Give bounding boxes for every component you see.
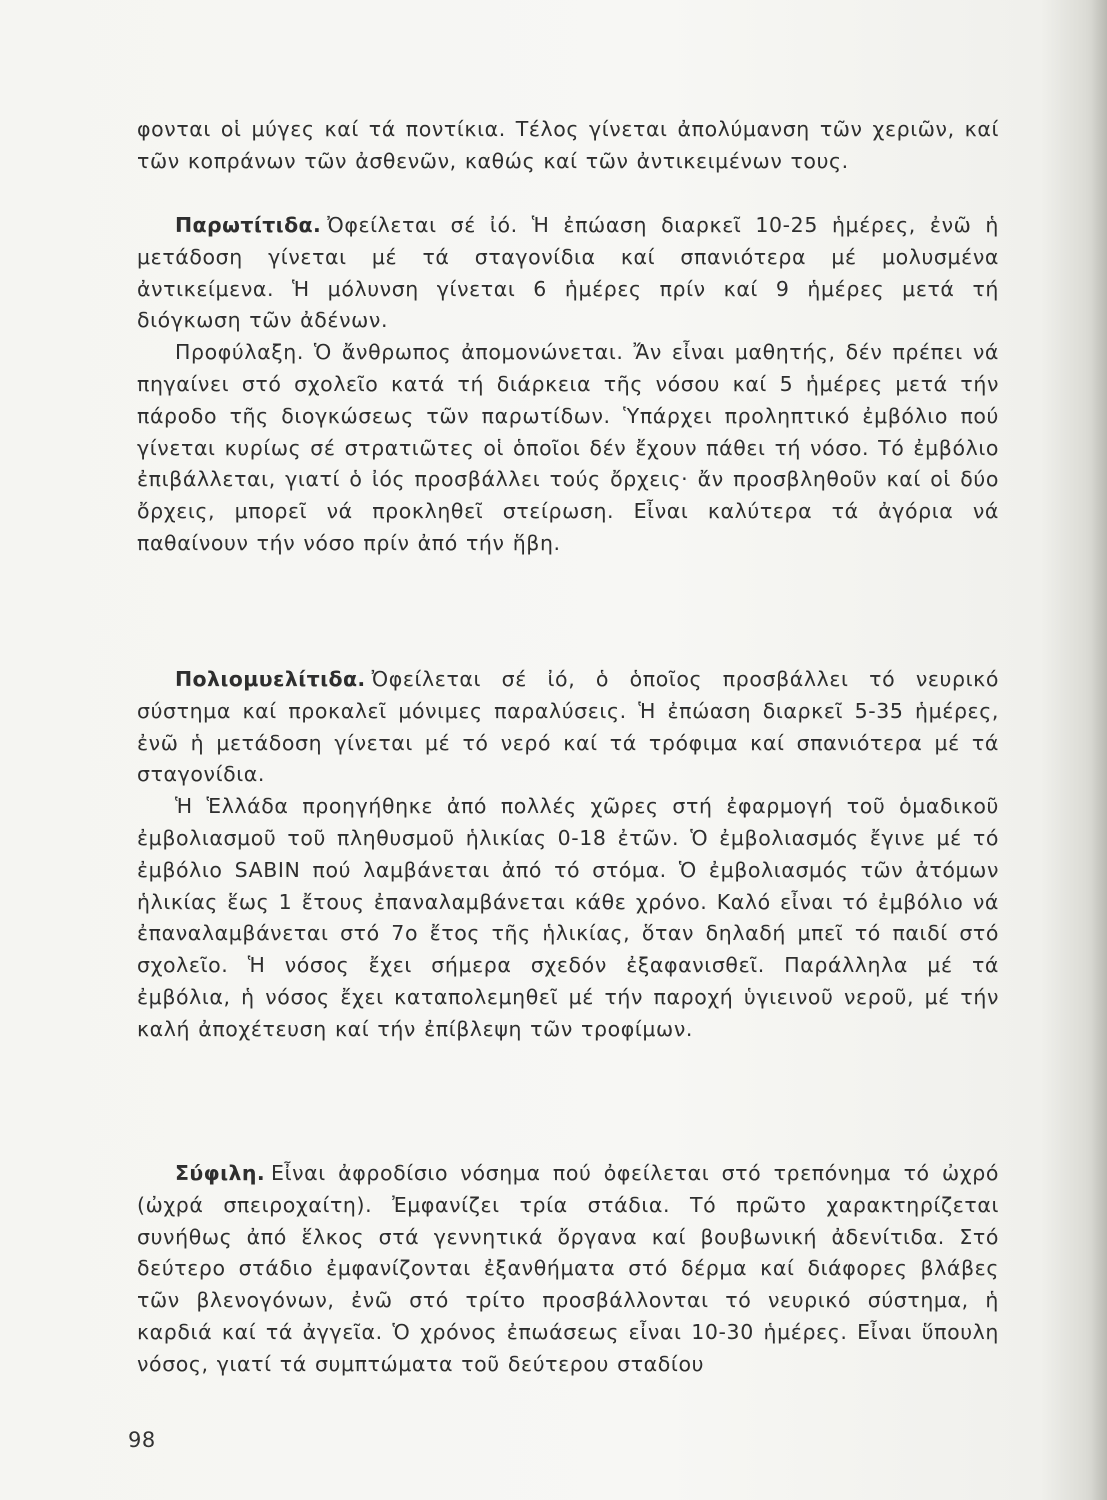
page-number: 98 bbox=[128, 1428, 156, 1452]
section-parotitis bbox=[137, 210, 999, 560]
polio-paragraph bbox=[137, 664, 999, 791]
intro-text: φονται οἱ μύγες καί τά ποντίκια. Τέλος γίνεται ἀπολύμανση τῶν χεριῶν, καί τῶν κοπράνων τῶν ἀσθενῶν, καθώς καί τῶν ἀντικειμένων τους. bbox=[137, 117, 999, 173]
section-syphilis bbox=[137, 1158, 999, 1381]
polio-heading: Πολιομυελίτιδα. bbox=[175, 667, 366, 691]
polio-vaccination: Ἡ Ἑλλάδα προηγήθηκε ἀπό πολλές χῶρες στή ἐφαρμογή τοῦ ὁμαδικοῦ ἐμβολιασμοῦ τοῦ πληθυσμοῦ ἡλικίας 0-18 ἐτῶν. Ὁ ἐμβολιασμός ἔγινε μέ τό ἐμβόλιο SABIN πού λαμβάνεται ἀπό τό στόμα. Ὁ ἐμβολιασμός τῶν ἀτόμων ἡλικίας ἕως 1 ἔτους ἐπαναλαμβάνεται κάθε χρόνο. Καλό εἶναι τό ἐμβόλιο νά ἐπαναλαμβάνεται στό 7ο ἔτος τῆς ἡλικίας, ὅταν δηλαδή μπεῖ τό παιδί στό σχολεῖο. Ἡ νόσος ἔχει σήμερα σχεδόν ἐξαφανισθεῖ. Παράλληλα μέ τά ἐμβόλια, ἡ νόσος ἔχει καταπολεμηθεῖ μέ τήν παροχή ὑγιεινοῦ νεροῦ, μέ τήν καλή ἀποχέτευση καί τήν ἐπίβλεψη τῶν τροφίμων. bbox=[137, 794, 999, 1041]
binding-shadow bbox=[1091, 0, 1107, 1500]
parotitis-heading: Παρωτίτιδα. bbox=[175, 213, 322, 237]
syphilis-text: Εἶναι ἀφροδίσιο νόσημα πού ὀφείλεται στό τρεπόνημα τό ὠχρό (ὠχρά σπειροχαίτη). Ἐμφανίζει τρία στάδια. Τό πρῶτο χαρακτηρίζεται συνήθως ἀπό ἕλκος στά γεννητικά ὄργανα καί βουβωνική ἀδενίτιδα. Στό δεύτερο στάδιο ἐμφανίζονται ἐξανθήματα στό δέρμα καί διάφορες βλάβες τῶν βλενογόνων, ἐνῶ στό τρίτο προσβάλλονται τό νευρικό σύστημα, ἡ καρδιά καί τά ἀγγεῖα. Ὁ χρόνος ἐπωάσεως εἶναι 10-30 ἡμέρες. Εἶναι ὕπουλη νόσος, γιατί τά συμπτώματα τοῦ δεύτερου σταδίου bbox=[137, 1161, 999, 1376]
syphilis-paragraph bbox=[137, 1158, 999, 1381]
parotitis-text: Ὀφείλεται σέ ἰό. Ἡ ἐπώαση διαρκεῖ 10-25 ἡμέρες, ἐνῶ ἡ μετάδοση γίνεται μέ τά σταγονίδια καί σπανιότερα μέ μολυσμένα ἀντικείμενα. Ἡ μόλυνση γίνεται 6 ἡμέρες πρίν καί 9 ἡμέρες μετά τή διόγκωση τῶν ἀδένων. bbox=[137, 213, 999, 333]
polio-text: Ὀφείλεται σέ ἰό, ὁ ὁποῖος προσβάλλει τό νευρικό σύστημα καί προκαλεῖ μόνιμες παραλύσεις. Ἡ ἐπώαση διαρκεῖ 5-35 ἡμέρες, ἐνῶ ἡ μετάδοση γίνεται μέ τό νερό καί τά τρόφιμα καί σπανιότερα μέ τά σταγονίδια. bbox=[137, 667, 999, 787]
syphilis-heading: Σύφιλη. bbox=[175, 1161, 266, 1185]
parotitis-prevention: Προφύλαξη. Ὁ ἄνθρωπος ἀπομονώνεται. Ἄν εἶναι μαθητής, δέν πρέπει νά πηγαίνει στό σχολεῖο κατά τή διάρκεια τῆς νόσου καί 5 ἡμέρες μετά τήν πάροδο τῆς διογκώσεως τῶν παρωτίδων. Ὑπάρχει προληπτικό ἐμβόλιο πού γίνεται κυρίως σέ στρατιῶτες οἱ ὁποῖοι δέν ἔχουν πάθει τή νόσο. Τό ἐμβόλιο ἐπιβάλλεται, γιατί ὁ ἰός προσβάλλει τούς ὄρχεις· ἄν προσβληθοῦν καί οἱ δύο ὄρχεις, μπορεῖ νά προκληθεῖ στείρωση. Εἶναι καλύτερα τά ἀγόρια νά παθαίνουν τήν νόσο πρίν ἀπό τήν ἥβη. bbox=[137, 340, 999, 555]
intro-paragraph bbox=[137, 114, 999, 178]
parotitis-paragraph bbox=[137, 210, 999, 337]
section-poliomyelitis bbox=[137, 664, 999, 1046]
